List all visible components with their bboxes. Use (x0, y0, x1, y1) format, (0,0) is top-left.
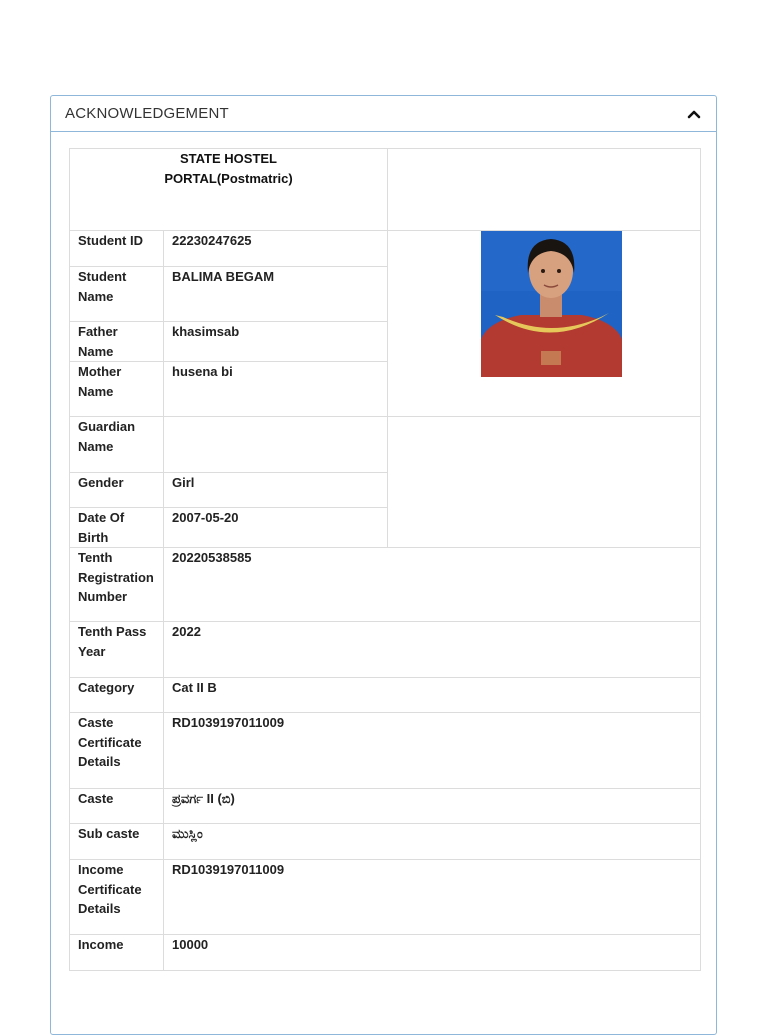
tenth-registration-label: Tenth Registration Number (70, 548, 164, 622)
table-row (70, 231, 701, 267)
portal-title-line1: STATE HOSTEL (179, 151, 278, 166)
photo-cell (388, 231, 701, 417)
guardian-name-value (164, 417, 388, 473)
acknowledgement-panel (50, 95, 717, 1035)
dob-label: Date Of Birth (70, 508, 164, 548)
mother-name-value: husena bi (164, 362, 388, 417)
student-id-value: 22230247625 (164, 231, 388, 267)
sub-caste-value: ಮುಸ್ಲಿಂ (164, 824, 701, 860)
portal-title (70, 149, 388, 231)
category-label: Category (70, 678, 164, 713)
panel-title: ACKNOWLEDGEMENT (65, 105, 229, 122)
student-name-label: Student Name (70, 267, 164, 322)
table-row (70, 622, 701, 678)
gender-value: Girl (164, 473, 388, 508)
caste-certificate-value: RD1039197011009 (164, 713, 701, 789)
father-name-value: khasimsab (164, 322, 388, 362)
tenth-registration-value: 20220538585 (164, 548, 701, 622)
father-name-label: Father Name (70, 322, 164, 362)
category-value: Cat II B (164, 678, 701, 713)
table-row (70, 417, 701, 473)
income-label: Income (70, 935, 164, 971)
table-row (70, 935, 701, 971)
blank-cell (388, 417, 701, 548)
sub-caste-label: Sub caste (70, 824, 164, 860)
table-row (70, 149, 701, 231)
table-row (70, 860, 701, 935)
chevron-up-icon[interactable] (686, 106, 702, 122)
student-photo (481, 231, 622, 377)
caste-value: ಪ್ರವರ್ಗ II (ಬಿ) (164, 789, 701, 824)
caste-certificate-label: Caste Certificate Details (70, 713, 164, 789)
blank-cell (388, 149, 701, 231)
mother-name-label: Mother Name (70, 362, 164, 417)
student-name-value: BALIMA BEGAM (164, 267, 388, 322)
table-row (70, 678, 701, 713)
guardian-name-label: Guardian Name (70, 417, 164, 473)
table-row (70, 713, 701, 789)
tenth-pass-year-value: 2022 (164, 622, 701, 678)
panel-header[interactable] (51, 96, 716, 132)
tenth-pass-year-label: Tenth Pass Year (70, 622, 164, 678)
income-certificate-value: RD1039197011009 (164, 860, 701, 935)
table-row (70, 789, 701, 824)
dob-value: 2007-05-20 (164, 508, 388, 548)
income-value: 10000 (164, 935, 701, 971)
table-row (70, 824, 701, 860)
student-id-label: Student ID (70, 231, 164, 267)
portal-title-line2: PORTAL(Postmatric) (164, 170, 293, 186)
gender-label: Gender (70, 473, 164, 508)
income-certificate-label: Income Certificate Details (70, 860, 164, 935)
caste-label: Caste (70, 789, 164, 824)
table-row (70, 548, 701, 622)
acknowledgement-table (69, 148, 701, 971)
